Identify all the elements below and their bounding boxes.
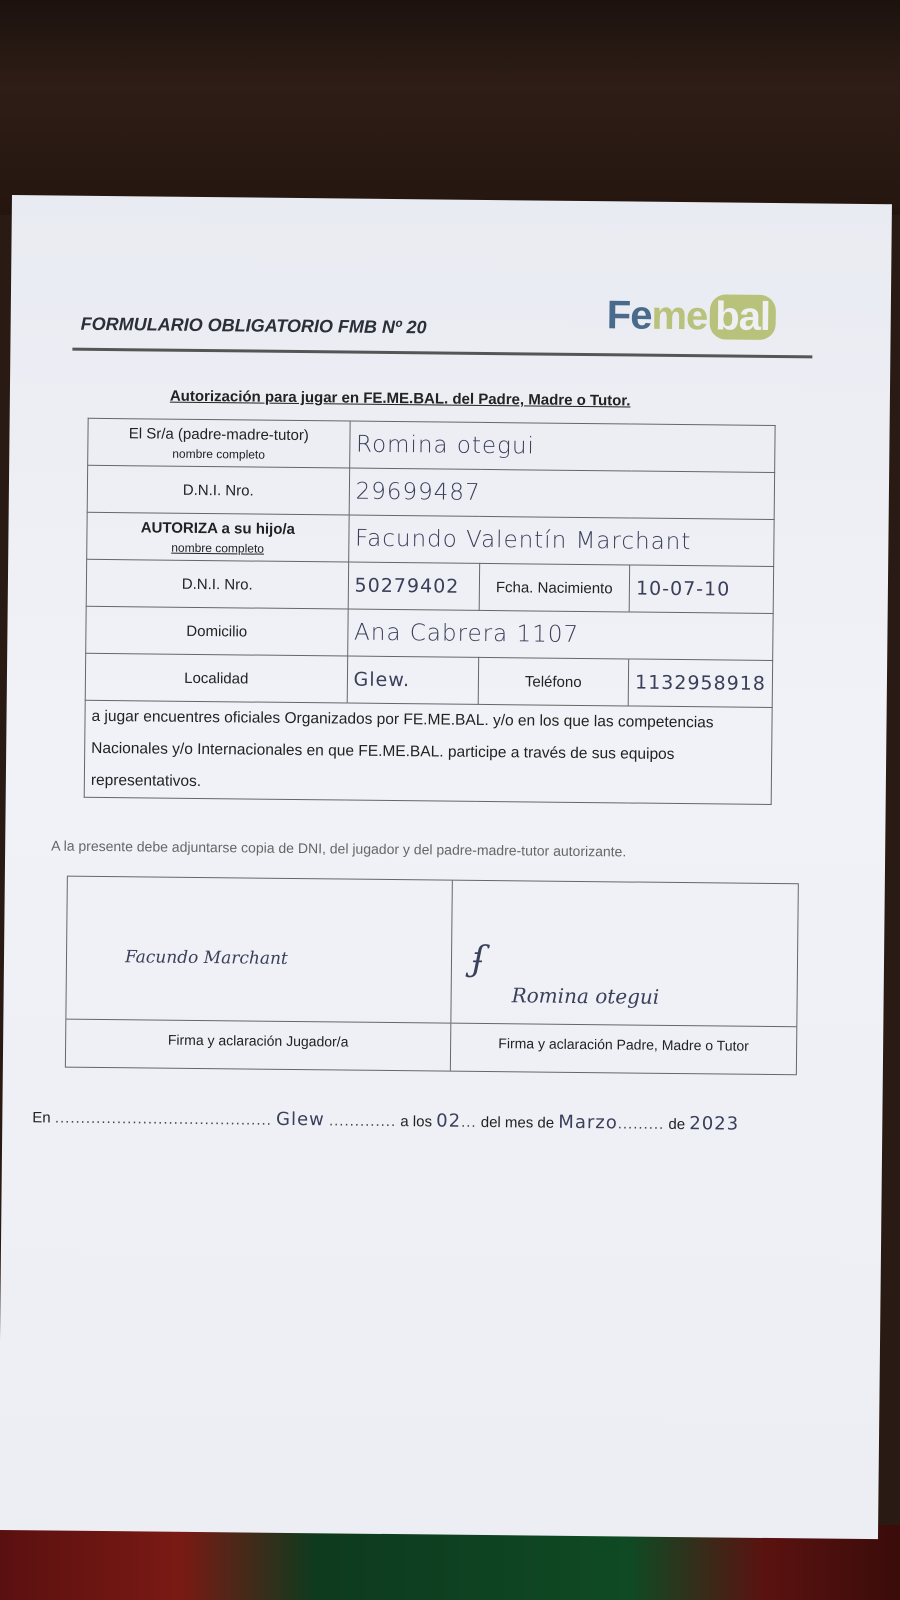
month-field[interactable]: Marzo xyxy=(558,1111,618,1134)
tutor-dni-label: D.N.I. Nro. xyxy=(87,465,349,515)
child-dni-field[interactable]: 50279402 xyxy=(348,562,479,610)
table-row xyxy=(87,465,774,519)
child-sublabel: nombre completo xyxy=(171,540,265,556)
tutor-name-field[interactable]: Romina otegui xyxy=(349,421,775,472)
tutor-sublabel: nombre completo xyxy=(172,446,266,462)
tutor-signature: Romina otegui xyxy=(511,983,660,1009)
signature-flourish: ʄ xyxy=(471,938,485,979)
telefono-field[interactable]: 1132958918 xyxy=(628,659,772,708)
player-signature-caption: Firma y aclaración Jugador/a xyxy=(167,1031,349,1050)
child-name-field[interactable]: Facundo Valentín Marchant xyxy=(348,515,774,566)
child-dni-label: D.N.I. Nro. xyxy=(86,559,348,609)
player-signature: Facundo Marchant xyxy=(124,947,288,969)
title-divider xyxy=(72,348,812,359)
localidad-field[interactable]: Glew. xyxy=(347,656,478,704)
femebal-logo: Feme bal xyxy=(607,293,777,340)
telefono-label: Teléfono xyxy=(478,657,629,706)
player-signature-area[interactable] xyxy=(66,877,453,1071)
authorization-text: a jugar encuentres oficiales Organizados por FE.ME.BAL. y/o en los que las competencias Nacionales y/o Internacionales en que FE.ME.BAL. participe a través de sus equipos representativos. xyxy=(84,700,772,804)
birth-date-field[interactable]: 10-07-10 xyxy=(629,565,773,614)
table-row xyxy=(84,700,772,804)
form-title: FORMULARIO OBLIGATORIO FMB Nº 20 xyxy=(80,313,427,338)
signature-box xyxy=(65,876,799,1076)
form-subtitle: Autorización para jugar en FE.ME.BAL. del Padre, Madre o Tutor. xyxy=(169,387,631,410)
tutor-label-cell xyxy=(88,418,350,468)
localidad-label: Localidad xyxy=(85,653,347,703)
table-row xyxy=(86,559,773,613)
table-row xyxy=(86,606,773,660)
child-label-cell xyxy=(87,512,349,562)
year-field[interactable]: 2023 xyxy=(689,1113,740,1135)
tutor-dni-field[interactable]: 29699487 xyxy=(349,468,775,519)
tutor-signature-caption: Firma y aclaración Padre, Madre o Tutor xyxy=(498,1035,749,1054)
tutor-signature-area[interactable] xyxy=(451,881,798,1075)
signature-line xyxy=(66,1019,450,1024)
form-sheet xyxy=(0,195,892,1539)
birth-date-label: Fcha. Nacimiento xyxy=(479,563,630,612)
autoriza-label: AUTORIZA a su hijo/a xyxy=(140,518,296,538)
signature-line xyxy=(451,1023,796,1028)
attachment-note: A la presente debe adjuntarse copia de DNI, del jugador y del padre-madre-tutor autorizante. xyxy=(51,837,627,860)
table-row xyxy=(85,653,772,707)
day-field[interactable]: 02 xyxy=(436,1110,462,1132)
authorization-table xyxy=(84,418,776,805)
domicilio-label: Domicilio xyxy=(86,606,348,656)
tutor-label: El Sr/a (padre-madre-tutor) xyxy=(128,424,309,444)
place-date-line: En .......................................... Glew ............. a los 02... del mes de Marzo......... de 2023 xyxy=(32,1108,740,1135)
background-table xyxy=(0,0,900,215)
domicilio-field[interactable]: Ana Cabrera 1107 xyxy=(347,609,773,660)
place-field[interactable]: Glew xyxy=(275,1108,325,1131)
table-row xyxy=(88,418,775,472)
table-row xyxy=(87,512,774,566)
